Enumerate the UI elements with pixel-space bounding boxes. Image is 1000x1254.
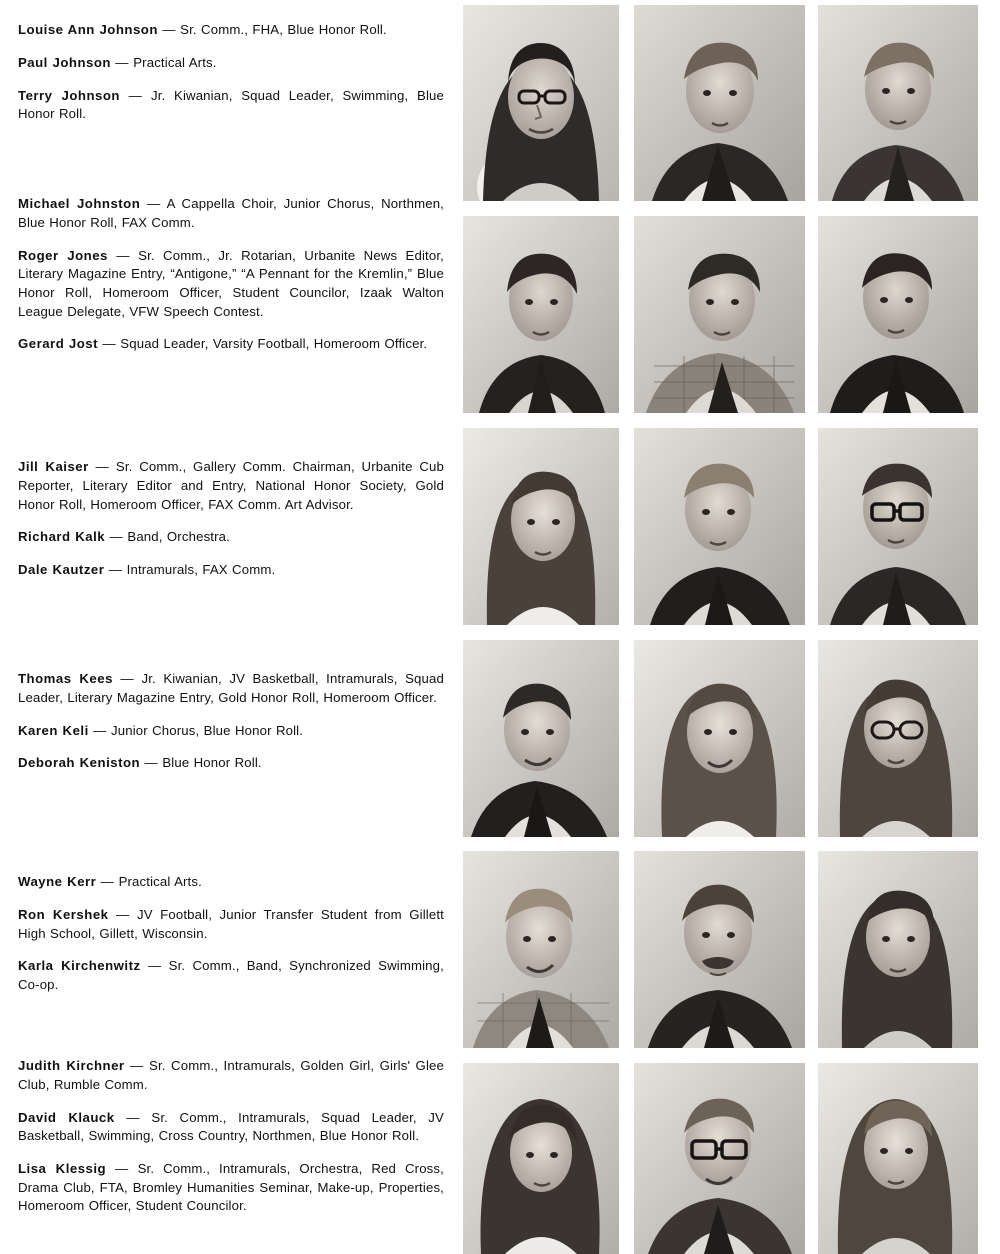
senior-entry — [18, 247, 444, 322]
senior-activities: Sr. Comm., Gallery Comm. Chairman, Urbanite Cub Reporter, Literary Editor and Entry, National Honor Society, Gold Honor Roll, Homeroom Officer, FAX Comm. Art Advisor. — [18, 459, 444, 512]
entry-dash: — — [93, 722, 107, 738]
senior-name: Roger Jones — [18, 247, 108, 263]
senior-name: Richard Kalk — [18, 529, 106, 545]
senior-name: Judith Kirchner — [18, 1058, 125, 1074]
senior-activities: Practical Arts. — [118, 874, 202, 890]
portrait-photo — [463, 851, 619, 1048]
senior-activities: Practical Arts. — [133, 54, 217, 70]
senior-activities: Sr. Comm., Intramurals, Golden Girl, Girls' Glee Club, Rumble Comm. — [18, 1058, 444, 1092]
senior-name: Ron Kershek — [18, 906, 109, 922]
portrait-image-terry-johnson — [818, 5, 978, 201]
portrait-image-roger-jones — [634, 216, 805, 413]
entry-group-5 — [18, 860, 444, 995]
entry-group-2 — [18, 182, 444, 354]
senior-activities: Intramurals, FAX Comm. — [126, 562, 276, 577]
entry-group-3 — [18, 445, 444, 580]
entry-dash: — — [115, 906, 130, 922]
senior-name: Paul Johnson — [18, 54, 111, 70]
portrait-image-michael-johnston — [463, 216, 619, 413]
senior-name: Gerard Jost — [18, 336, 99, 352]
senior-activities: Sr. Comm., FHA, Blue Honor Roll. — [180, 22, 387, 38]
senior-entry — [18, 54, 444, 73]
senior-name: David Klauck — [18, 1109, 115, 1125]
senior-name: Karen Keli — [18, 722, 89, 738]
entry-dash: — — [115, 54, 129, 70]
entry-dash: — — [109, 529, 124, 545]
portrait-image-paul-johnson — [634, 5, 805, 201]
senior-entry — [18, 1109, 444, 1146]
portrait-photo — [634, 5, 805, 201]
portrait-photo — [634, 428, 805, 625]
portrait-image-judith-kirchner — [463, 1063, 619, 1254]
senior-name: Wayne Kerr — [18, 874, 97, 890]
senior-entry — [18, 873, 444, 892]
portrait-photo — [463, 640, 619, 837]
entry-dash: — — [128, 87, 143, 103]
senior-entry — [18, 87, 444, 124]
senior-activities: Sr. Comm., Band, Synchronized Swimming, Co-op. — [18, 958, 444, 992]
entry-dash: — — [120, 671, 134, 687]
portrait-image-lisa-klessig — [818, 1063, 978, 1254]
entry-dash: — — [116, 247, 130, 263]
entry-dash: — — [130, 1058, 144, 1074]
entry-dash: — — [126, 1109, 140, 1125]
portrait-photo — [818, 640, 978, 837]
portrait-image-gerard-jost — [818, 216, 978, 413]
entry-dash: — — [162, 22, 176, 38]
senior-name: Lisa Klessig — [18, 1161, 107, 1176]
senior-name: Terry Johnson — [18, 87, 120, 103]
portrait-photo — [463, 5, 619, 201]
portrait-image-karla-kirchenwitz — [818, 851, 978, 1048]
entry-group-1 — [18, 8, 444, 124]
senior-entry — [18, 1057, 444, 1094]
senior-activities: Sr. Comm., Jr. Rotarian, Urbanite News Editor, Literary Magazine Entry, “Antigone,” “A Pennant for the Kremlin,” Blue Honor Roll, Homeroom Officer, Student Councilor, Izaak Walton League Delegate, VFW Speech Contest. — [18, 247, 444, 319]
senior-entry — [18, 561, 444, 580]
portrait-photo — [634, 640, 805, 837]
entry-dash: — — [147, 958, 162, 974]
entry-dash: — — [100, 874, 115, 890]
entry-dash: — — [102, 336, 116, 352]
senior-entry — [18, 528, 444, 547]
entry-dash: — — [147, 196, 161, 212]
senior-entries-column — [0, 0, 460, 1254]
portrait-image-deborah-keniston — [818, 640, 978, 837]
portrait-image-jill-kaiser — [463, 428, 619, 625]
portrait-photo — [634, 851, 805, 1048]
portrait-photo — [463, 1063, 619, 1254]
senior-entry — [18, 906, 444, 943]
portrait-image-david-klauck — [634, 1063, 805, 1254]
portrait-photo — [463, 428, 619, 625]
portrait-photo — [818, 1063, 978, 1254]
senior-activities: Squad Leader, Varsity Football, Homeroom Officer. — [120, 336, 428, 352]
entry-dash: — — [144, 755, 158, 771]
portrait-image-dale-kautzer — [818, 428, 978, 625]
senior-entry — [18, 335, 444, 354]
portrait-image-wayne-kerr — [463, 851, 619, 1048]
portrait-photo — [818, 216, 978, 413]
senior-entry — [18, 21, 444, 40]
senior-entry — [18, 458, 444, 514]
portrait-grid — [460, 0, 1000, 1254]
portrait-image-karen-keli — [634, 640, 805, 837]
portrait-photo — [634, 216, 805, 413]
senior-name: Jill Kaiser — [18, 459, 89, 475]
entry-dash: — — [95, 459, 110, 475]
senior-name: Dale Kautzer — [18, 562, 105, 577]
senior-name: Deborah Keniston — [18, 755, 141, 771]
senior-activities: Jr. Kiwanian, JV Basketball, Intramurals, Squad Leader, Literary Magazine Entry, Gold Honor Roll, Homeroom Officer. — [18, 671, 444, 705]
senior-name: Karla Kirchenwitz — [18, 958, 141, 974]
senior-name: Michael Johnston — [18, 196, 141, 212]
portrait-photo — [818, 428, 978, 625]
entry-dash: — — [108, 562, 123, 577]
portrait-image-richard-kalk — [634, 428, 805, 625]
portrait-image-thomas-kees — [463, 640, 619, 837]
senior-activities: Sr. Comm., Intramurals, Orchestra, Red Cross, Drama Club, FTA, Bromley Humanities Seminar, Make-up, Properties, Homeroom Officer, Student Councilor. — [18, 1161, 444, 1214]
senior-activities: JV Football, Junior Transfer Student from Gillett High School, Gillett, Wisconsin. — [18, 906, 444, 941]
senior-entry — [18, 195, 444, 232]
senior-activities: Band, Orchestra. — [127, 529, 230, 545]
senior-entry — [18, 754, 444, 773]
senior-name: Louise Ann Johnson — [18, 22, 158, 38]
senior-activities: Blue Honor Roll. — [162, 755, 262, 771]
senior-name: Thomas Kees — [18, 671, 113, 687]
portrait-photo — [634, 1063, 805, 1254]
senior-activities: Jr. Kiwanian, Squad Leader, Swimming, Blue Honor Roll. — [18, 87, 444, 122]
senior-entry — [18, 1160, 444, 1216]
portrait-photo — [463, 216, 619, 413]
portrait-image-ron-kershek — [634, 851, 805, 1048]
entry-group-4 — [18, 657, 444, 773]
senior-activities: Junior Chorus, Blue Honor Roll. — [110, 722, 304, 738]
senior-entry — [18, 670, 444, 707]
portrait-photo — [818, 851, 978, 1048]
senior-entry — [18, 722, 444, 741]
senior-entry — [18, 957, 444, 994]
senior-activities: A Cappella Choir, Junior Chorus, Northmen, Blue Honor Roll, FAX Comm. — [18, 196, 444, 230]
portrait-photo — [818, 5, 978, 201]
portrait-image-louise-ann-johnson — [463, 5, 619, 201]
entry-group-6 — [18, 1044, 444, 1216]
entry-dash: — — [115, 1161, 129, 1176]
senior-activities: Sr. Comm., Intramurals, Squad Leader, JV Basketball, Swimming, Cross Country, Northmen, Blue Honor Roll. — [18, 1109, 444, 1144]
